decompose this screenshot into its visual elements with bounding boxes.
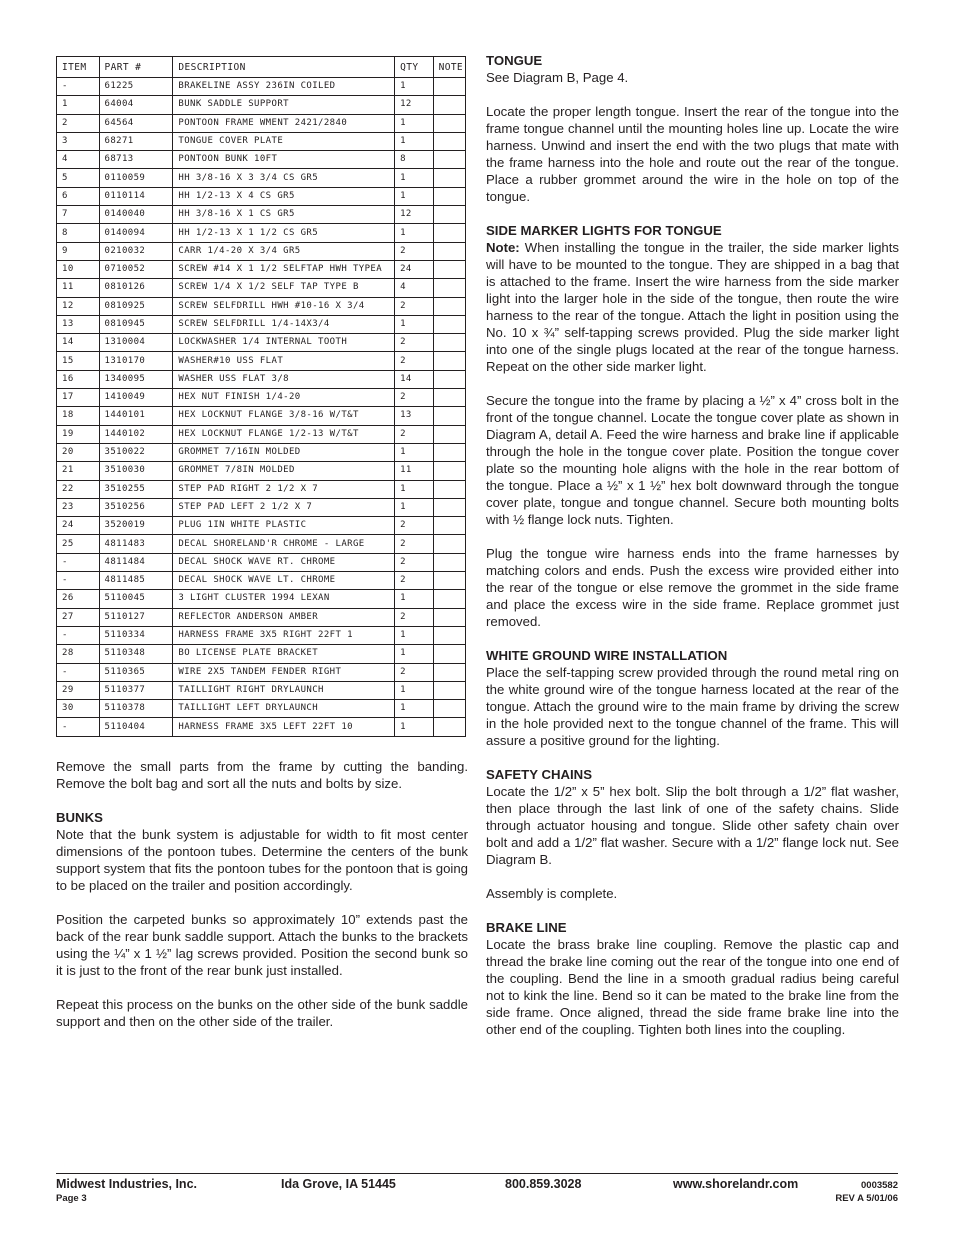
item-cell: 15 (57, 352, 100, 370)
qty-cell: 1 (395, 480, 433, 498)
part-number-cell: 5110127 (99, 608, 173, 626)
qty-cell: 1 (395, 169, 433, 187)
part-number-cell: 1310170 (99, 352, 173, 370)
table-row (57, 462, 466, 480)
note-cell (433, 480, 465, 498)
part-number-cell: 0140040 (99, 206, 173, 224)
note-cell (433, 407, 465, 425)
note-cell (433, 206, 465, 224)
table-row (57, 279, 466, 297)
description-cell: TAILLIGHT RIGHT DRYLAUNCH (173, 681, 395, 699)
brake-line-paragraph: Locate the brass brake line coupling. Remove the plastic cap and thread the brake line coming out the rear of the tongue into one end of the coupling. Bend the line in a smooth gradual radius being careful not to kink the line. Bend so it can be mated to the brake line from the side frame. Once aligned, thread the side frame brake line into the other end of the coupling. Tighten both lines into the coupling. (486, 937, 899, 1037)
qty-cell: 1 (395, 626, 433, 644)
description-cell: PLUG 1IN WHITE PLASTIC (173, 517, 395, 535)
table-row (57, 334, 466, 352)
qty-cell: 1 (395, 645, 433, 663)
description-cell: REFLECTOR ANDERSON AMBER (173, 608, 395, 626)
part-number-cell: 0210032 (99, 242, 173, 260)
part-number-cell: 3510022 (99, 443, 173, 461)
qty-cell: 1 (395, 187, 433, 205)
qty-cell: 2 (395, 517, 433, 535)
part-number-cell: 3510255 (99, 480, 173, 498)
item-cell: 7 (57, 206, 100, 224)
part-number-cell: 5110348 (99, 645, 173, 663)
description-cell: WASHER USS FLAT 3/8 (173, 370, 395, 388)
part-number-cell: 5110377 (99, 681, 173, 699)
qty-cell: 2 (395, 352, 433, 370)
description-cell: HH 1/2-13 X 1 1/2 CS GR5 (173, 224, 395, 242)
part-number-cell: 3510256 (99, 498, 173, 516)
item-cell: 22 (57, 480, 100, 498)
part-number-cell: 1340095 (99, 370, 173, 388)
table-row (57, 626, 466, 644)
description-cell: HEX NUT FINISH 1/4-20 (173, 389, 395, 407)
part-number-cell: 61225 (99, 78, 173, 96)
bunks-paragraph-2: Position the carpeted bunks so approximately 10” extends past the back of the rear bunk saddle support. Attach the bunks to the brackets using the ¼” x 1 ½” lag screws provided. Position the second bunk so it is just to the front of the rear bunk just installed. (56, 912, 468, 978)
note-cell (433, 114, 465, 132)
parts-table-body (57, 78, 466, 737)
description-cell: CARR 1/4-20 X 3/4 GR5 (173, 242, 395, 260)
side-marker-paragraph-1 (486, 239, 899, 375)
note-cell (433, 443, 465, 461)
description-cell: SCREW SELFDRILL HWH #10-16 X 3/4 (173, 297, 395, 315)
note-cell (433, 169, 465, 187)
side-marker-paragraph-3: Plug the tongue wire harness ends into the frame harnesses by matching colors and ends. Push the excess wire provided either into the rear of the tongue or else remove the grommet in the side frame and place the excess wire in the side frame. Replace grommet just removed. (486, 546, 899, 629)
table-row (57, 352, 466, 370)
table-row (57, 169, 466, 187)
part-number-cell: 5110404 (99, 718, 173, 736)
side-marker-heading: SIDE MARKER LIGHTS FOR TONGUE (486, 223, 722, 238)
qty-cell: 2 (395, 297, 433, 315)
note-cell (433, 187, 465, 205)
note-cell (433, 96, 465, 114)
note-cell (433, 315, 465, 333)
note-cell (433, 151, 465, 169)
parts-list-section (56, 56, 468, 737)
item-cell: 5 (57, 169, 100, 187)
note-cell (433, 718, 465, 736)
part-number-cell: 4811485 (99, 572, 173, 590)
part-number-cell: 5110045 (99, 590, 173, 608)
qty-cell: 14 (395, 370, 433, 388)
table-row (57, 315, 466, 333)
footer-website: www.shorelandr.com (673, 1177, 799, 1191)
qty-cell: 2 (395, 334, 433, 352)
item-cell: 17 (57, 389, 100, 407)
footer-page-number: Page 3 (56, 1193, 87, 1204)
table-row (57, 370, 466, 388)
item-cell: 1 (57, 96, 100, 114)
item-cell: 27 (57, 608, 100, 626)
table-row (57, 78, 466, 96)
item-cell: 11 (57, 279, 100, 297)
part-number-cell: 0810126 (99, 279, 173, 297)
description-cell: BO LICENSE PLATE BRACKET (173, 645, 395, 663)
table-row (57, 206, 466, 224)
part-number-cell: 0810925 (99, 297, 173, 315)
safety-chains-paragraph: Locate the 1/2” x 5” hex bolt. Slip the bolt through a 1/2” flat washer, then place through the last link of one of the safety chains. Slide through actuator housing and tongue. Slide other safety chain over bolt and add a 1/2” flat washer. Secure with a 1/2” flange lock nut. See Diagram B. (486, 784, 899, 867)
left-instructions (56, 758, 468, 1030)
description-cell: HH 3/8-16 X 3 3/4 CS GR5 (173, 169, 395, 187)
qty-cell: 1 (395, 681, 433, 699)
part-number-cell: 0110114 (99, 187, 173, 205)
table-row (57, 407, 466, 425)
parts-table (56, 56, 466, 737)
table-row (57, 151, 466, 169)
description-cell: HEX LOCKNUT FLANGE 1/2-13 W/T&T (173, 425, 395, 443)
part-number-cell: 0140094 (99, 224, 173, 242)
note-cell (433, 517, 465, 535)
note-cell (433, 645, 465, 663)
table-row (57, 663, 466, 681)
bunks-heading: BUNKS (56, 810, 103, 825)
item-cell: 19 (57, 425, 100, 443)
qty-cell: 1 (395, 443, 433, 461)
qty-cell: 4 (395, 279, 433, 297)
description-cell: DECAL SHORELAND'R CHROME - LARGE (173, 535, 395, 553)
footer-doc-number: 0003582 (861, 1180, 898, 1191)
table-row (57, 572, 466, 590)
note-cell (433, 700, 465, 718)
part-number-cell: 4811484 (99, 553, 173, 571)
item-cell: 30 (57, 700, 100, 718)
part-number-cell: 64564 (99, 114, 173, 132)
qty-cell: 2 (395, 535, 433, 553)
item-cell: 4 (57, 151, 100, 169)
parts-table-header (57, 57, 466, 78)
item-cell: 24 (57, 517, 100, 535)
item-cell: - (57, 718, 100, 736)
note-cell (433, 535, 465, 553)
item-cell: 6 (57, 187, 100, 205)
note-cell (433, 572, 465, 590)
table-row (57, 260, 466, 278)
side-marker-note-text: When installing the tongue in the trailer, the side marker lights will have to be mounted to the tongue. They are shipped in a bag that is attached to the frame. Insert the wire harness from the side marker light into the larger hole in the side of the tongue, then route the wire harness to the rear of the tongue. Attach the light in position using the No. 10 x ¾” self-tapping screws provided. Plug the side marker light into one of the single plugs located at the rear of the tongue harness. Repeat on the other side marker light. (486, 240, 899, 374)
table-row (57, 498, 466, 516)
qty-cell: 1 (395, 132, 433, 150)
note-cell (433, 498, 465, 516)
description-cell: GROMMET 7/16IN MOLDED (173, 443, 395, 461)
item-cell: 3 (57, 132, 100, 150)
note-cell (433, 663, 465, 681)
qty-cell: 1 (395, 224, 433, 242)
note-cell (433, 370, 465, 388)
note-cell (433, 425, 465, 443)
item-cell: 18 (57, 407, 100, 425)
item-cell: - (57, 663, 100, 681)
table-row (57, 96, 466, 114)
side-marker-paragraph-2: Secure the tongue into the frame by placing a ½” x 4” cross bolt in the front of the tongue channel. Locate the tongue cover plate as shown in Diagram A, detail A. Feed the wire harness and brake line if applicable through the hole in the tongue cover plate. Position the tongue cover plate so the mounting hole aligns with the hole in the rear bottom of the tongue. Place a ½” x 1 ½” hex bolt downward through the tongue cover plate, tongue and tongue channel. Secure both mounting bolts with ½ flange lock nuts. Tighten. (486, 393, 899, 527)
table-row (57, 553, 466, 571)
table-row (57, 517, 466, 535)
description-cell: BUNK SADDLE SUPPORT (173, 96, 395, 114)
note-cell (433, 242, 465, 260)
right-instructions (486, 52, 899, 1038)
item-cell: 20 (57, 443, 100, 461)
item-cell: - (57, 78, 100, 96)
table-row (57, 114, 466, 132)
description-cell: HARNESS FRAME 3X5 RIGHT 22FT 1 (173, 626, 395, 644)
note-cell (433, 462, 465, 480)
table-row (57, 535, 466, 553)
part-number-cell: 5110378 (99, 700, 173, 718)
note-cell (433, 681, 465, 699)
description-cell: GROMMET 7/8IN MOLDED (173, 462, 395, 480)
qty-cell: 2 (395, 425, 433, 443)
part-number-cell: 68713 (99, 151, 173, 169)
header-qty: QTY (395, 57, 433, 78)
qty-cell: 8 (395, 151, 433, 169)
white-ground-heading: WHITE GROUND WIRE INSTALLATION (486, 648, 728, 663)
item-cell: 14 (57, 334, 100, 352)
note-cell (433, 78, 465, 96)
part-number-cell: 1310004 (99, 334, 173, 352)
qty-cell: 2 (395, 242, 433, 260)
tongue-heading: TONGUE (486, 53, 543, 68)
part-number-cell: 3520019 (99, 517, 173, 535)
table-row (57, 297, 466, 315)
table-row (57, 700, 466, 718)
description-cell: TAILLIGHT LEFT DRYLAUNCH (173, 700, 395, 718)
qty-cell: 2 (395, 663, 433, 681)
item-cell: 16 (57, 370, 100, 388)
white-ground-paragraph: Place the self-tapping screw provided through the round metal ring on the white ground wire of the tongue harness located at the rear of the tongue. Attach the ground wire to the main frame by driving the screw in the hole provided next to the tongue channel of the frame. This will assure a positive ground for the lighting. (486, 665, 899, 748)
item-cell: - (57, 553, 100, 571)
side-marker-note-label: Note: (486, 240, 520, 255)
table-row (57, 645, 466, 663)
table-row (57, 608, 466, 626)
description-cell: SCREW #14 X 1 1/2 SELFTAP HWH TYPEA (173, 260, 395, 278)
part-number-cell: 0810945 (99, 315, 173, 333)
item-cell: 26 (57, 590, 100, 608)
qty-cell: 1 (395, 700, 433, 718)
tongue-diagram-reference: See Diagram B, Page 4. (486, 70, 629, 85)
table-row (57, 425, 466, 443)
note-cell (433, 608, 465, 626)
description-cell: HH 3/8-16 X 1 CS GR5 (173, 206, 395, 224)
item-cell: 21 (57, 462, 100, 480)
qty-cell: 1 (395, 718, 433, 736)
brake-line-heading: BRAKE LINE (486, 920, 567, 935)
description-cell: HH 1/2-13 X 4 CS GR5 (173, 187, 395, 205)
table-row (57, 590, 466, 608)
part-number-cell: 1440101 (99, 407, 173, 425)
qty-cell: 12 (395, 96, 433, 114)
qty-cell: 2 (395, 608, 433, 626)
description-cell: PONTOON FRAME WMENT 2421/2840 (173, 114, 395, 132)
description-cell: DECAL SHOCK WAVE RT. CHROME (173, 553, 395, 571)
item-cell: 12 (57, 297, 100, 315)
qty-cell: 13 (395, 407, 433, 425)
qty-cell: 1 (395, 498, 433, 516)
description-cell: STEP PAD RIGHT 2 1/2 X 7 (173, 480, 395, 498)
item-cell: 28 (57, 645, 100, 663)
qty-cell: 1 (395, 78, 433, 96)
description-cell: HEX LOCKNUT FLANGE 3/8-16 W/T&T (173, 407, 395, 425)
description-cell: WASHER#10 USS FLAT (173, 352, 395, 370)
table-row (57, 187, 466, 205)
description-cell: 3 LIGHT CLUSTER 1994 LEXAN (173, 590, 395, 608)
description-cell: LOCKWASHER 1/4 INTERNAL TOOTH (173, 334, 395, 352)
footer-phone: 800.859.3028 (505, 1177, 582, 1191)
table-row (57, 132, 466, 150)
table-row (57, 242, 466, 260)
description-cell: HARNESS FRAME 3X5 LEFT 22FT 10 (173, 718, 395, 736)
qty-cell: 1 (395, 590, 433, 608)
qty-cell: 2 (395, 553, 433, 571)
footer-company: Midwest Industries, Inc. (56, 1177, 197, 1191)
description-cell: SCREW SELFDRILL 1/4-14X3/4 (173, 315, 395, 333)
part-number-cell: 0110059 (99, 169, 173, 187)
item-cell: 10 (57, 260, 100, 278)
item-cell: 13 (57, 315, 100, 333)
part-number-cell: 1440102 (99, 425, 173, 443)
footer-revision: REV A 5/01/06 (835, 1193, 898, 1204)
note-cell (433, 389, 465, 407)
description-cell: SCREW 1/4 X 1/2 SELF TAP TYPE B (173, 279, 395, 297)
qty-cell: 2 (395, 572, 433, 590)
note-cell (433, 260, 465, 278)
item-cell: 9 (57, 242, 100, 260)
item-cell: 29 (57, 681, 100, 699)
part-number-cell: 0710052 (99, 260, 173, 278)
part-number-cell: 1410049 (99, 389, 173, 407)
item-cell: 23 (57, 498, 100, 516)
description-cell: TONGUE COVER PLATE (173, 132, 395, 150)
table-row (57, 480, 466, 498)
part-number-cell: 3510030 (99, 462, 173, 480)
header-description: DESCRIPTION (173, 57, 395, 78)
note-cell (433, 224, 465, 242)
item-cell: 8 (57, 224, 100, 242)
note-cell (433, 334, 465, 352)
header-item: ITEM (57, 57, 100, 78)
header-part-number: PART # (99, 57, 173, 78)
bunks-paragraph-3: Repeat this process on the bunks on the other side of the bunk saddle support and then on the other side of the trailer. (56, 997, 468, 1029)
bunks-paragraph-1: Note that the bunk system is adjustable for width to fit most center dimensions of the pontoon tubes. Determine the centers of the bunk support system that fits the pontoon tubes for the pontoon that is going to be placed on the trailer and position accordingly. (56, 827, 469, 893)
description-cell: WIRE 2X5 TANDEM FENDER RIGHT (173, 663, 395, 681)
footer-divider (56, 1173, 898, 1174)
note-cell (433, 352, 465, 370)
part-number-cell: 64004 (99, 96, 173, 114)
part-number-cell: 4811483 (99, 535, 173, 553)
table-row (57, 681, 466, 699)
intro-paragraph: Remove the small parts from the frame by cutting the banding. Remove the bolt bag and sort all the nuts and bolts by size. (56, 759, 468, 791)
footer-city: Ida Grove, IA 51445 (281, 1177, 396, 1191)
item-cell: - (57, 572, 100, 590)
safety-chains-heading: SAFETY CHAINS (486, 767, 593, 782)
table-row (57, 389, 466, 407)
qty-cell: 12 (395, 206, 433, 224)
description-cell: DECAL SHOCK WAVE LT. CHROME (173, 572, 395, 590)
note-cell (433, 626, 465, 644)
note-cell (433, 297, 465, 315)
table-row (57, 224, 466, 242)
qty-cell: 1 (395, 315, 433, 333)
description-cell: BRAKELINE ASSY 236IN COILED (173, 78, 395, 96)
assembly-complete-text: Assembly is complete. (486, 886, 618, 901)
qty-cell: 2 (395, 389, 433, 407)
note-cell (433, 279, 465, 297)
item-cell: 25 (57, 535, 100, 553)
part-number-cell: 5110365 (99, 663, 173, 681)
table-row (57, 443, 466, 461)
qty-cell: 11 (395, 462, 433, 480)
item-cell: - (57, 626, 100, 644)
note-cell (433, 553, 465, 571)
note-cell (433, 590, 465, 608)
item-cell: 2 (57, 114, 100, 132)
description-cell: STEP PAD LEFT 2 1/2 X 7 (173, 498, 395, 516)
qty-cell: 24 (395, 260, 433, 278)
tongue-paragraph-1: Locate the proper length tongue. Insert the rear of the tongue into the frame tongue channel until the mounting holes line up. Locate the wire harness. Unwind and insert the end with the two plugs that mate with the frame harness into the hole and route out the rear of the tongue. Place a rubber grommet around the wire in the hole on top of the tongue. (486, 104, 899, 204)
note-cell (433, 132, 465, 150)
table-row (57, 718, 466, 736)
part-number-cell: 5110334 (99, 626, 173, 644)
header-note: NOTE (433, 57, 465, 78)
part-number-cell: 68271 (99, 132, 173, 150)
description-cell: PONTOON BUNK 10FT (173, 151, 395, 169)
qty-cell: 1 (395, 114, 433, 132)
